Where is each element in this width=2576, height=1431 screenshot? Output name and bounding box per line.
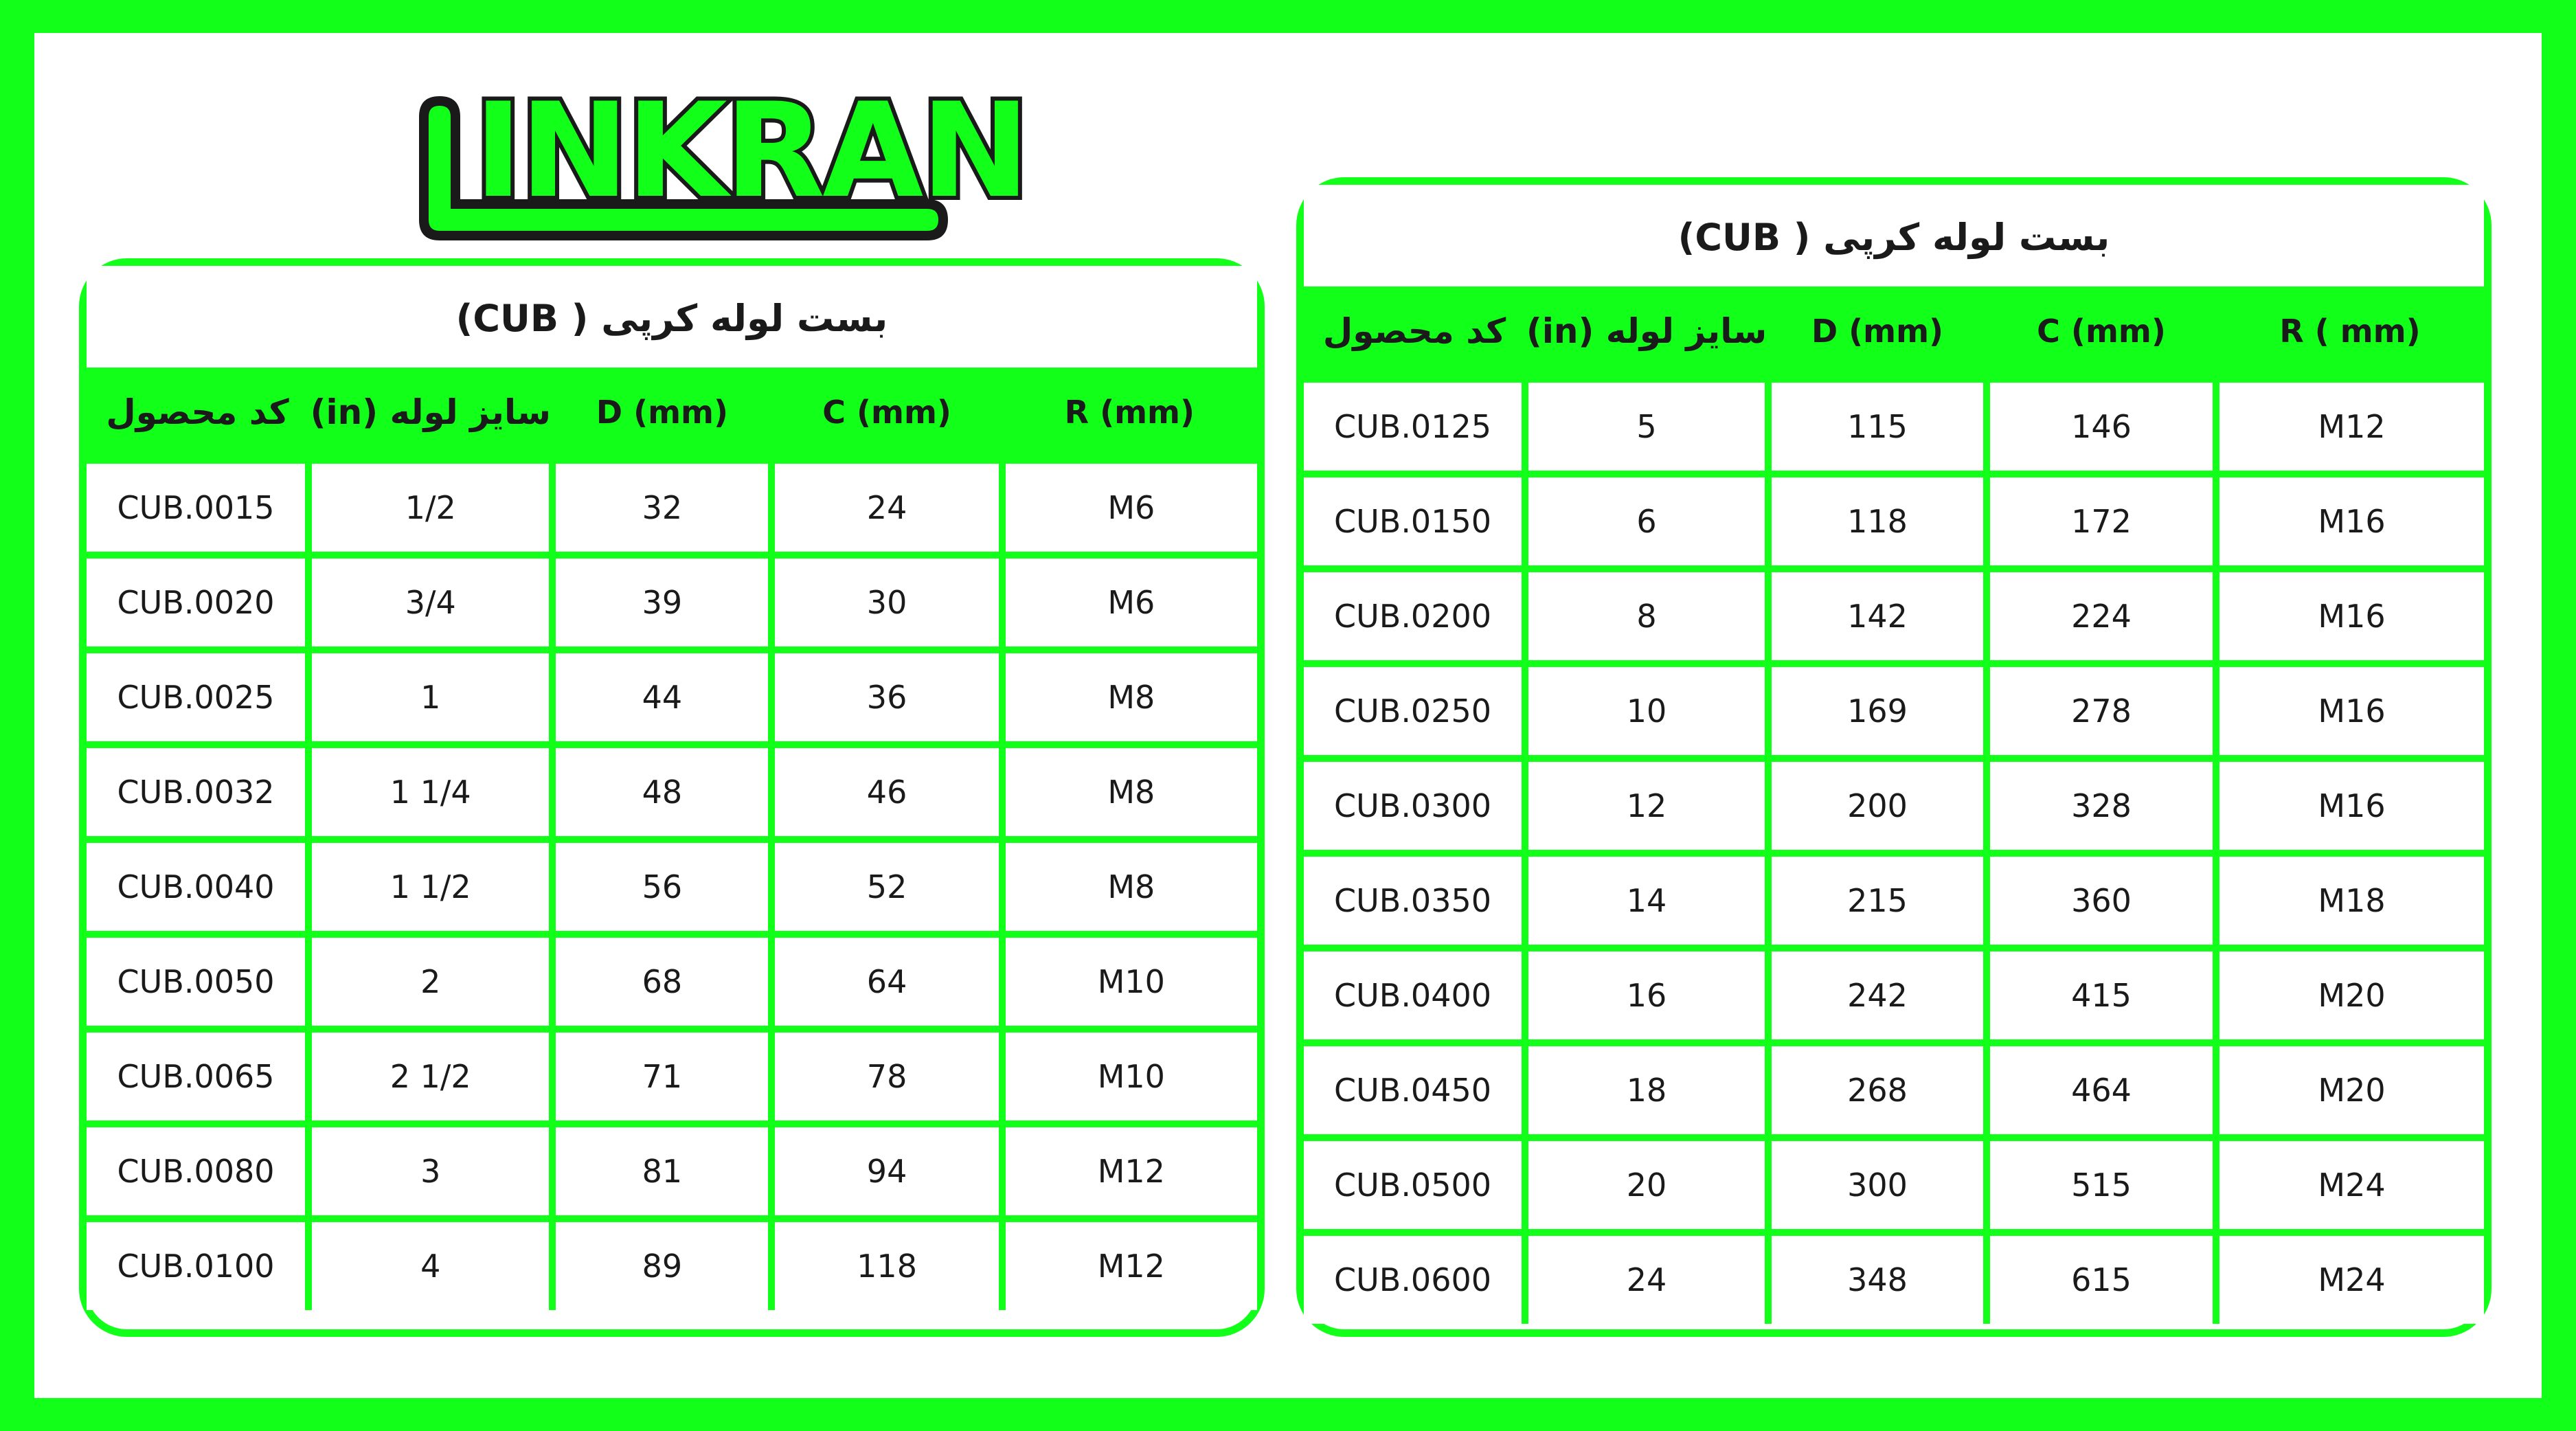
table-row bbox=[87, 1124, 1257, 1219]
left-table-card bbox=[79, 258, 1265, 1337]
cell-d-mm: 169 bbox=[1768, 664, 1987, 758]
cell-r-mm: M24 bbox=[2216, 1138, 2484, 1232]
table-row bbox=[87, 1029, 1257, 1124]
cell-product-code: CUB.0150 bbox=[1304, 474, 1525, 569]
cell-product-code: CUB.0100 bbox=[87, 1219, 308, 1310]
table-row bbox=[1304, 569, 2484, 664]
cell-product-code: CUB.0032 bbox=[87, 745, 308, 840]
cell-product-code: CUB.0020 bbox=[87, 555, 308, 650]
table-row bbox=[87, 650, 1257, 745]
left-table-header-row bbox=[87, 368, 1257, 460]
table-row bbox=[1304, 853, 2484, 948]
cell-c-mm: 415 bbox=[1987, 948, 2216, 1043]
cell-d-mm: 32 bbox=[552, 460, 771, 555]
cell-r-mm: M12 bbox=[1002, 1124, 1257, 1219]
header-pipe-size: سایز لوله (in) bbox=[308, 368, 552, 460]
cell-pipe-size: 2 bbox=[308, 934, 552, 1029]
table-row bbox=[1304, 1043, 2484, 1138]
cell-d-mm: 115 bbox=[1768, 379, 1987, 474]
header-product-code: کد محصول bbox=[1304, 286, 1525, 379]
cell-c-mm: 36 bbox=[771, 650, 1002, 745]
cell-c-mm: 46 bbox=[771, 745, 1002, 840]
cell-c-mm: 615 bbox=[1987, 1232, 2216, 1324]
table-row bbox=[1304, 474, 2484, 569]
cell-pipe-size: 5 bbox=[1525, 379, 1768, 474]
cell-d-mm: 68 bbox=[552, 934, 771, 1029]
cell-c-mm: 94 bbox=[771, 1124, 1002, 1219]
table-row bbox=[87, 460, 1257, 555]
cell-product-code: CUB.0500 bbox=[1304, 1138, 1525, 1232]
cell-r-mm: M8 bbox=[1002, 840, 1257, 934]
table-row bbox=[87, 745, 1257, 840]
cell-pipe-size: 1 bbox=[308, 650, 552, 745]
cell-pipe-size: 12 bbox=[1525, 758, 1768, 853]
cell-pipe-size: 4 bbox=[308, 1219, 552, 1310]
cell-pipe-size: 10 bbox=[1525, 664, 1768, 758]
cell-r-mm: M6 bbox=[1002, 555, 1257, 650]
right-product-table bbox=[1304, 286, 2484, 1324]
cell-pipe-size: 6 bbox=[1525, 474, 1768, 569]
right-table-title: بست لوله کرپی ( CUB) bbox=[1304, 185, 2484, 286]
cell-product-code: CUB.0400 bbox=[1304, 948, 1525, 1043]
header-r-mm: R ( mm) bbox=[2216, 286, 2484, 379]
cell-d-mm: 39 bbox=[552, 555, 771, 650]
cell-d-mm: 215 bbox=[1768, 853, 1987, 948]
cell-c-mm: 24 bbox=[771, 460, 1002, 555]
table-row bbox=[1304, 948, 2484, 1043]
cell-r-mm: M8 bbox=[1002, 650, 1257, 745]
cell-d-mm: 200 bbox=[1768, 758, 1987, 853]
cell-c-mm: 30 bbox=[771, 555, 1002, 650]
inkran-logo bbox=[405, 69, 1028, 247]
cell-product-code: CUB.0040 bbox=[87, 840, 308, 934]
table-row bbox=[1304, 1138, 2484, 1232]
cell-product-code: CUB.0125 bbox=[1304, 379, 1525, 474]
cell-c-mm: 52 bbox=[771, 840, 1002, 934]
cell-r-mm: M12 bbox=[1002, 1219, 1257, 1310]
cell-d-mm: 142 bbox=[1768, 569, 1987, 664]
cell-pipe-size: 2 1/2 bbox=[308, 1029, 552, 1124]
cell-product-code: CUB.0015 bbox=[87, 460, 308, 555]
cell-pipe-size: 3 bbox=[308, 1124, 552, 1219]
cell-d-mm: 48 bbox=[552, 745, 771, 840]
cell-r-mm: M16 bbox=[2216, 569, 2484, 664]
table-row bbox=[1304, 379, 2484, 474]
left-table-title: بست لوله کرپی ( CUB) bbox=[87, 266, 1257, 368]
cell-product-code: CUB.0250 bbox=[1304, 664, 1525, 758]
cell-d-mm: 89 bbox=[552, 1219, 771, 1310]
table-row bbox=[1304, 1232, 2484, 1324]
cell-product-code: CUB.0200 bbox=[1304, 569, 1525, 664]
cell-r-mm: M16 bbox=[2216, 758, 2484, 853]
cell-pipe-size: 20 bbox=[1525, 1138, 1768, 1232]
right-table-card bbox=[1296, 177, 2492, 1337]
cell-product-code: CUB.0350 bbox=[1304, 853, 1525, 948]
cell-c-mm: 360 bbox=[1987, 853, 2216, 948]
cell-pipe-size: 1 1/4 bbox=[308, 745, 552, 840]
cell-pipe-size: 18 bbox=[1525, 1043, 1768, 1138]
cell-pipe-size: 8 bbox=[1525, 569, 1768, 664]
table-row bbox=[1304, 664, 2484, 758]
cell-product-code: CUB.0065 bbox=[87, 1029, 308, 1124]
cell-c-mm: 515 bbox=[1987, 1138, 2216, 1232]
cell-product-code: CUB.0600 bbox=[1304, 1232, 1525, 1324]
cell-c-mm: 224 bbox=[1987, 569, 2216, 664]
table-row bbox=[87, 840, 1257, 934]
cell-d-mm: 242 bbox=[1768, 948, 1987, 1043]
cell-d-mm: 81 bbox=[552, 1124, 771, 1219]
header-d-mm: D (mm) bbox=[1768, 286, 1987, 379]
header-product-code: کد محصول bbox=[87, 368, 308, 460]
right-table-body bbox=[1304, 379, 2484, 1324]
cell-product-code: CUB.0050 bbox=[87, 934, 308, 1029]
cell-d-mm: 118 bbox=[1768, 474, 1987, 569]
cell-d-mm: 44 bbox=[552, 650, 771, 745]
table-row bbox=[1304, 758, 2484, 853]
cell-c-mm: 464 bbox=[1987, 1043, 2216, 1138]
cell-d-mm: 71 bbox=[552, 1029, 771, 1124]
cell-c-mm: 328 bbox=[1987, 758, 2216, 853]
table-row bbox=[87, 1219, 1257, 1310]
cell-c-mm: 278 bbox=[1987, 664, 2216, 758]
cell-pipe-size: 16 bbox=[1525, 948, 1768, 1043]
cell-pipe-size: 24 bbox=[1525, 1232, 1768, 1324]
cell-r-mm: M16 bbox=[2216, 664, 2484, 758]
cell-product-code: CUB.0450 bbox=[1304, 1043, 1525, 1138]
logo-text: INKRAN bbox=[474, 75, 1028, 227]
cell-c-mm: 64 bbox=[771, 934, 1002, 1029]
left-product-table bbox=[87, 368, 1257, 1310]
cell-r-mm: M8 bbox=[1002, 745, 1257, 840]
header-c-mm: C (mm) bbox=[771, 368, 1002, 460]
cell-pipe-size: 1/2 bbox=[308, 460, 552, 555]
cell-product-code: CUB.0025 bbox=[87, 650, 308, 745]
cell-r-mm: M10 bbox=[1002, 934, 1257, 1029]
table-row bbox=[87, 934, 1257, 1029]
cell-r-mm: M12 bbox=[2216, 379, 2484, 474]
cell-pipe-size: 14 bbox=[1525, 853, 1768, 948]
cell-d-mm: 56 bbox=[552, 840, 771, 934]
cell-c-mm: 172 bbox=[1987, 474, 2216, 569]
cell-r-mm: M24 bbox=[2216, 1232, 2484, 1324]
cell-pipe-size: 3/4 bbox=[308, 555, 552, 650]
cell-c-mm: 78 bbox=[771, 1029, 1002, 1124]
header-d-mm: D (mm) bbox=[552, 368, 771, 460]
cell-r-mm: M16 bbox=[2216, 474, 2484, 569]
cell-r-mm: M10 bbox=[1002, 1029, 1257, 1124]
cell-product-code: CUB.0300 bbox=[1304, 758, 1525, 853]
header-pipe-size: سایز لوله (in) bbox=[1525, 286, 1768, 379]
header-c-mm: C (mm) bbox=[1987, 286, 2216, 379]
cell-pipe-size: 1 1/2 bbox=[308, 840, 552, 934]
table-row bbox=[87, 555, 1257, 650]
cell-r-mm: M20 bbox=[2216, 1043, 2484, 1138]
cell-d-mm: 348 bbox=[1768, 1232, 1987, 1324]
cell-c-mm: 118 bbox=[771, 1219, 1002, 1310]
cell-r-mm: M18 bbox=[2216, 853, 2484, 948]
cell-d-mm: 300 bbox=[1768, 1138, 1987, 1232]
left-table-body bbox=[87, 460, 1257, 1310]
right-table-header-row bbox=[1304, 286, 2484, 379]
cell-product-code: CUB.0080 bbox=[87, 1124, 308, 1219]
cell-d-mm: 268 bbox=[1768, 1043, 1987, 1138]
cell-r-mm: M6 bbox=[1002, 460, 1257, 555]
header-r-mm: R (mm) bbox=[1002, 368, 1257, 460]
cell-r-mm: M20 bbox=[2216, 948, 2484, 1043]
cell-c-mm: 146 bbox=[1987, 379, 2216, 474]
